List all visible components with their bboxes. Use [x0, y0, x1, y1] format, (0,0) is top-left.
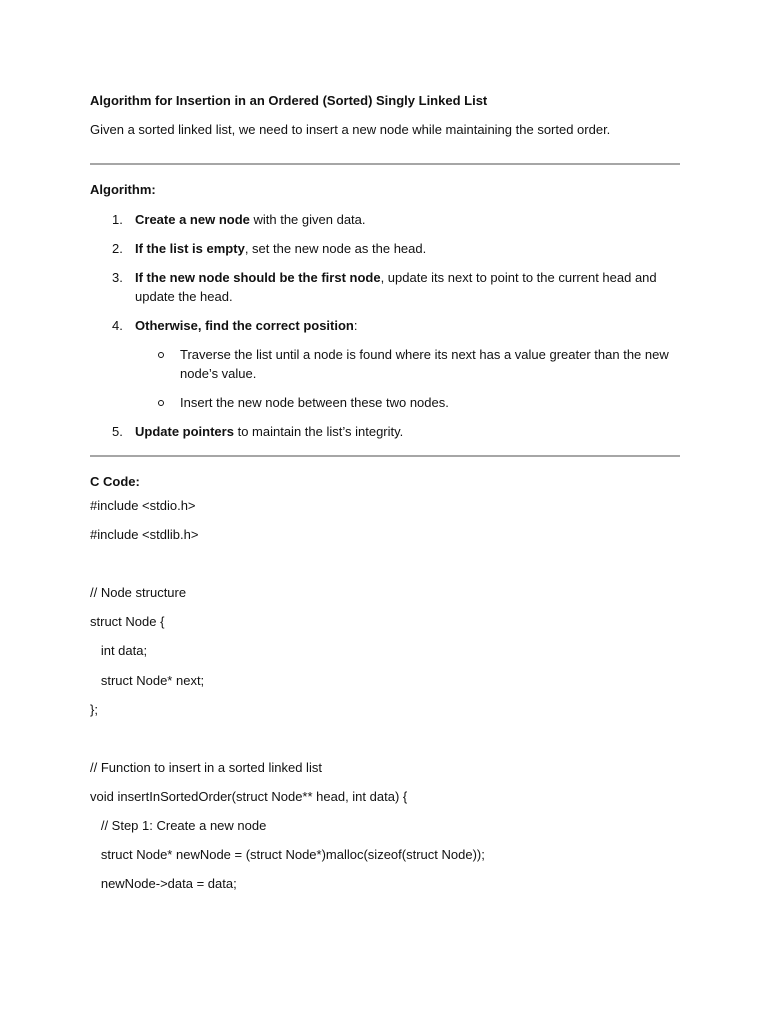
- step-bold-text: Create a new node: [135, 212, 250, 227]
- code-line: // Function to insert in a sorted linked list: [90, 759, 322, 775]
- code-line: #include <stdio.h>: [90, 498, 196, 513]
- step-text: :: [353, 318, 358, 333]
- code-line: };: [90, 701, 98, 717]
- step-text: , update its next to point to the current head and update the head.: [135, 270, 657, 304]
- algorithm-heading: Algorithm:: [90, 182, 156, 197]
- code-line: // Node structure: [90, 585, 187, 601]
- step-text: to maintain the list’s integrity.: [233, 424, 404, 439]
- algorithm-steps-list: [90, 210, 680, 441]
- code-line: [90, 549, 680, 578]
- step-bold-text: Update pointers: [135, 424, 234, 439]
- code-line: #include <stdlib.h>: [90, 527, 199, 543]
- code-line: struct Node* newNode = (struct Node*)malloc(sizeof(struct Node));: [90, 847, 485, 863]
- step-bold-text: If the new node should be the first node: [135, 270, 381, 285]
- substeps-list: [135, 345, 680, 412]
- step-number: 3.: [112, 270, 123, 285]
- intro-paragraph: Given a sorted linked list, we need to insert a new node while maintaining the sorted order.: [90, 122, 611, 137]
- substep-item: [135, 393, 680, 412]
- horizontal-divider: [90, 163, 680, 165]
- code-block: [90, 491, 680, 898]
- substep-text: Insert the new node between these two nodes.: [180, 395, 449, 410]
- algorithm-step: [90, 268, 680, 306]
- code-line: struct Node* next;: [90, 672, 205, 688]
- hollow-circle-bullet-icon: [158, 400, 164, 406]
- code-line: // Step 1: Create a new node: [90, 818, 267, 834]
- step-text: , set the new node as the head.: [244, 241, 427, 256]
- step-number: 1.: [112, 212, 123, 227]
- substep-text: Traverse the list until a node is found where its next has a value greater than the new node’s value.: [180, 347, 669, 381]
- code-line: [90, 724, 680, 753]
- hollow-circle-bullet-icon: [158, 352, 164, 358]
- step-bold-text: Otherwise, find the correct position: [135, 318, 354, 333]
- step-number: 2.: [112, 241, 123, 256]
- code-line: struct Node {: [90, 614, 165, 630]
- code-line: newNode->data = data;: [90, 876, 237, 892]
- step-number: 5.: [112, 424, 123, 439]
- code-line: int data;: [90, 643, 148, 659]
- code-heading: C Code:: [90, 474, 140, 489]
- substep-item: [135, 345, 680, 383]
- horizontal-divider: [90, 455, 680, 457]
- algorithm-step: [90, 422, 680, 441]
- step-text: with the given data.: [249, 212, 366, 227]
- step-bold-text: If the list is empty: [135, 241, 245, 256]
- algorithm-step: [90, 210, 680, 229]
- document-page: [90, 92, 680, 898]
- step-number: 4.: [112, 318, 123, 333]
- algorithm-step: [90, 316, 680, 412]
- algorithm-step: [90, 239, 680, 258]
- code-line: void insertInSortedOrder(struct Node** head, int data) {: [90, 788, 408, 804]
- document-title: Algorithm for Insertion in an Ordered (Sorted) Singly Linked List: [90, 93, 488, 108]
